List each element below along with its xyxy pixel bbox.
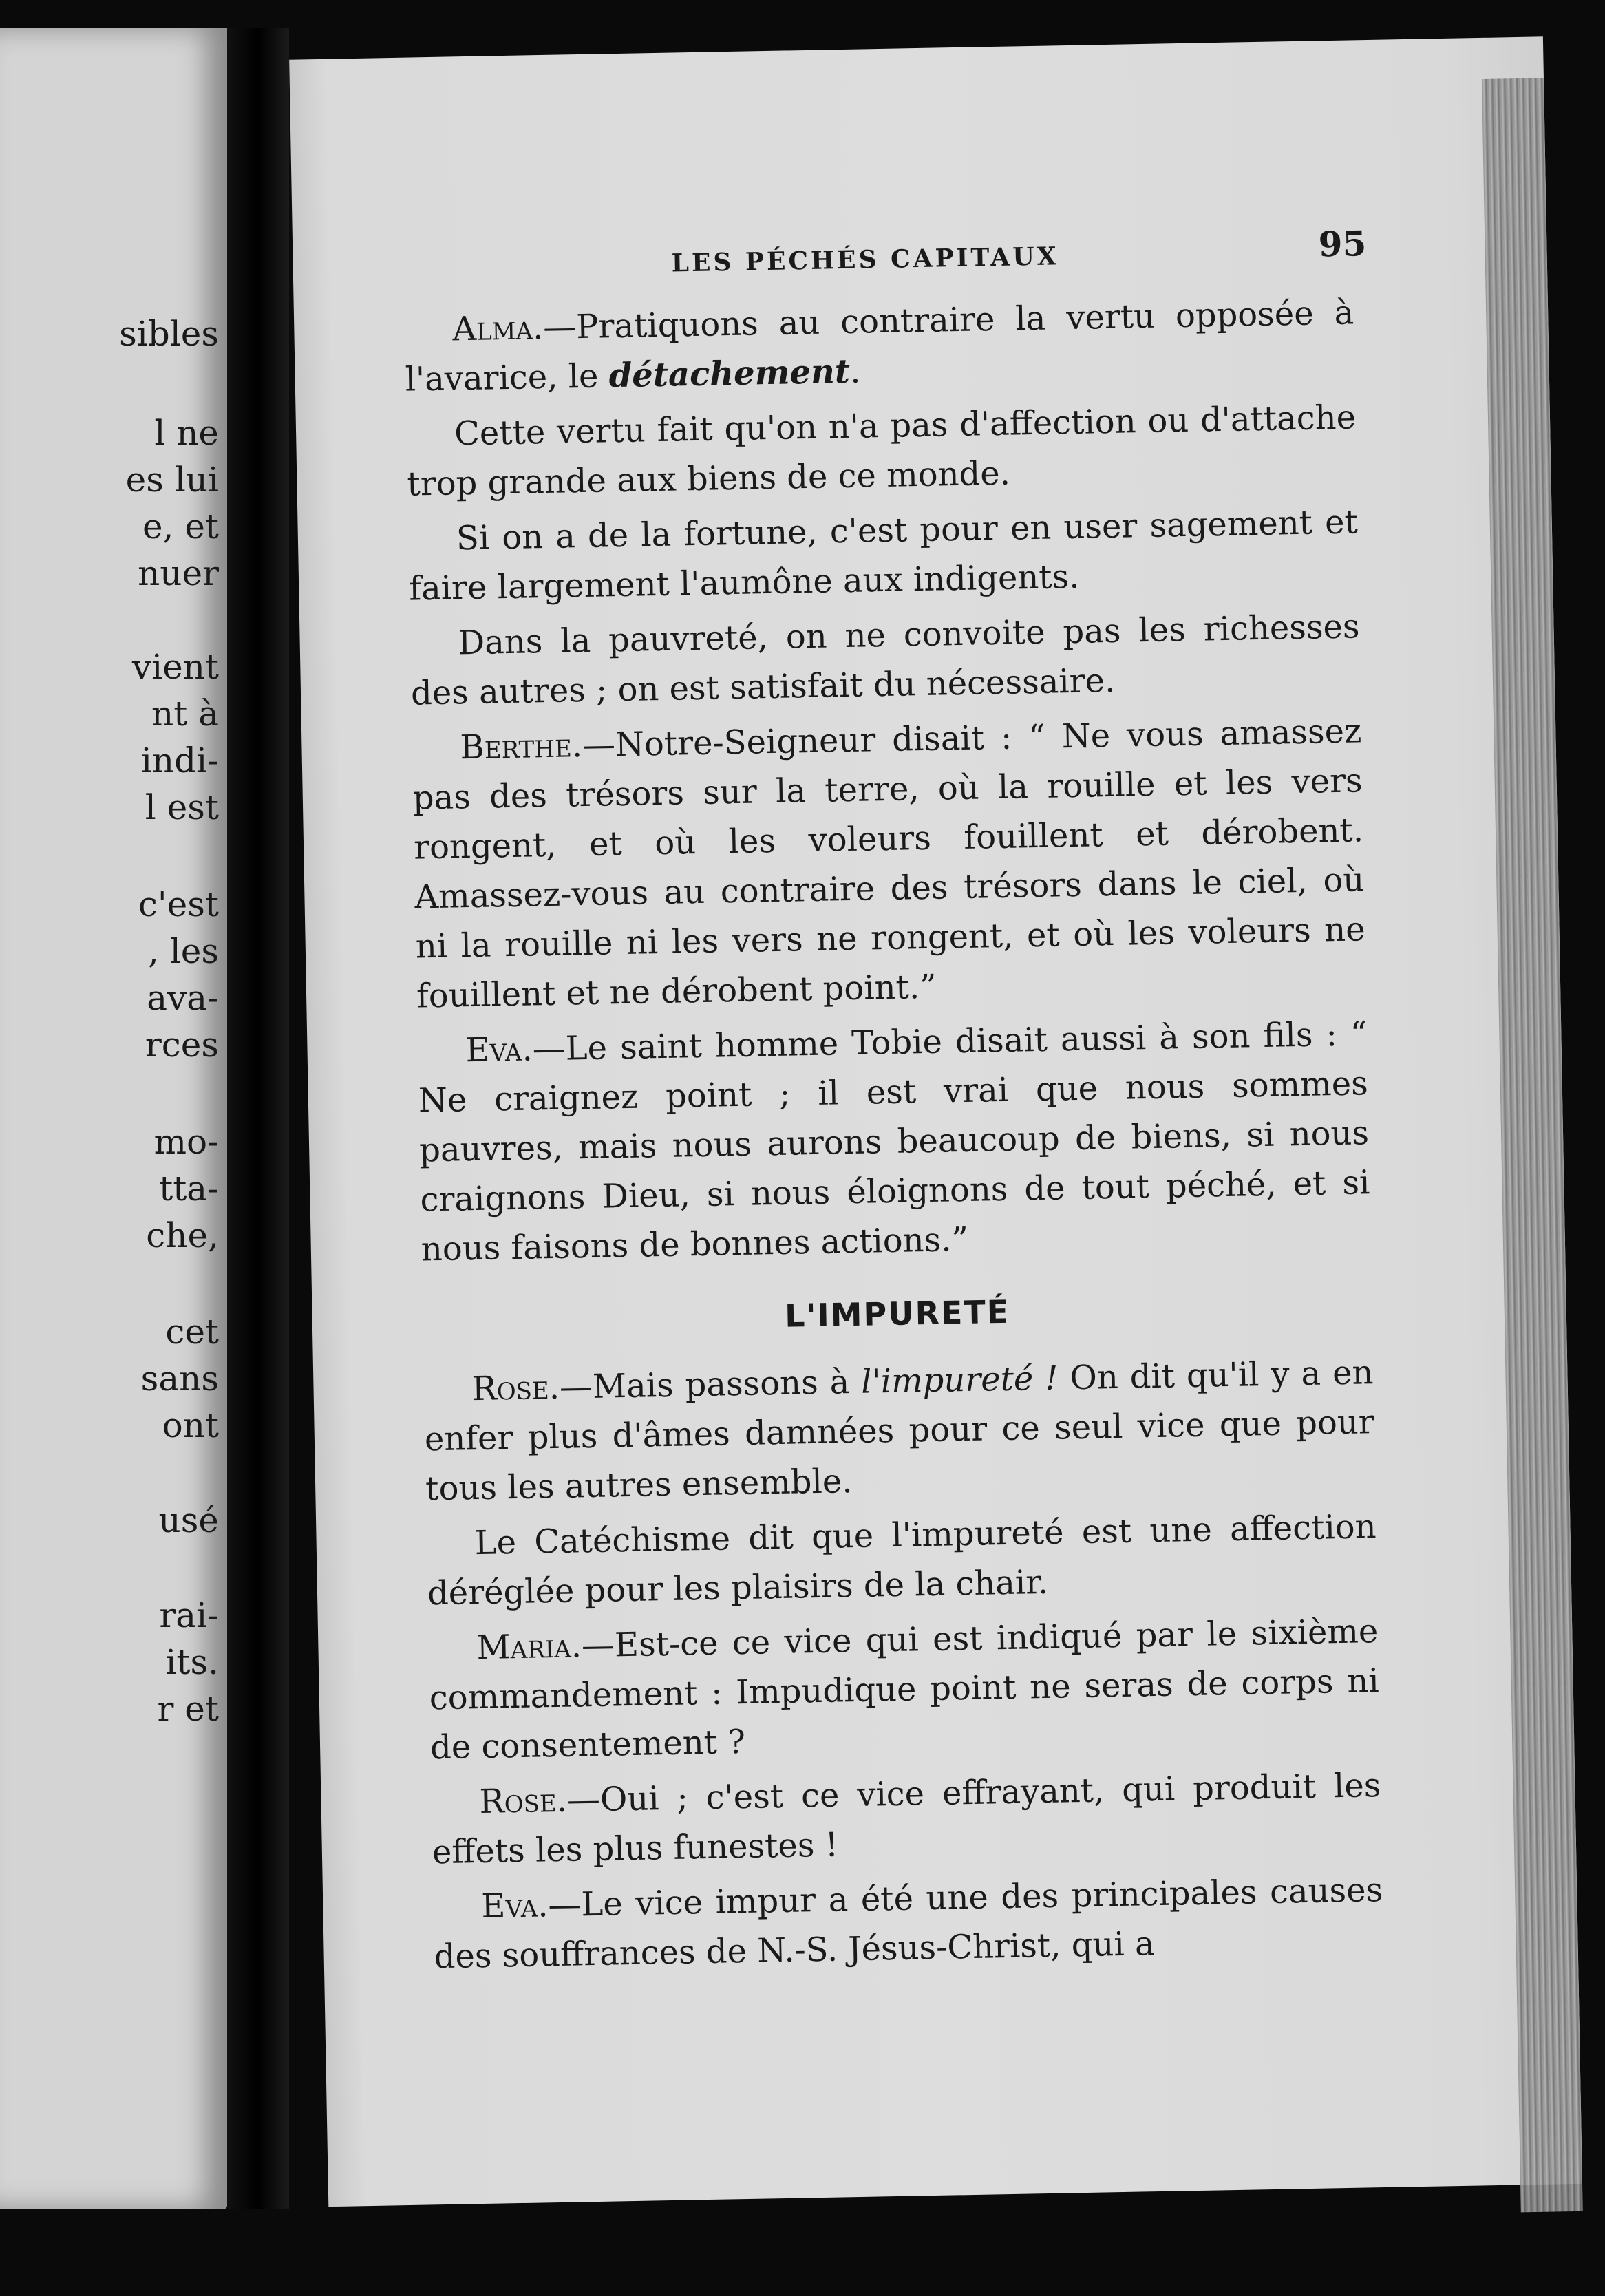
paragraph-text: —Oui ; c'est ce vice effrayant, qui produit les effets les plus funestes ! [432,1766,1381,1872]
paragraph-text: —Notre-Seigneur disait : “ Ne vous amassez pas des trésors sur la terre, où la rouille et les vers rongent, et où les voleurs fouillent et dérobent. Amassez-vous au contraire des trésors dans le ciel, où ni la rouille ni les vers ne rongent, et où les voleurs ne fouillent et ne dérobent point.” [412,712,1366,1016]
speaker-name: Eva. [480,1886,549,1926]
dialogue-paragraph [423,1348,1376,1513]
dialogue-paragraph [406,392,1357,509]
facing-page-fragment: e, et [142,507,219,546]
paragraph-text: . [849,352,861,391]
emphasized-text: l'impureté ! [860,1359,1059,1401]
paragraph-text: Le Catéchisme dit que l'impureté est une affection déréglée pour les plaisirs de la chair. [427,1507,1377,1613]
facing-page-fragment: its. [165,1642,219,1682]
paragraph-text: Dans la pauvreté, on ne convoite pas les richesses des autres ; on est satisfait du nécessaire. [410,607,1361,713]
facing-page-fragment: sans [140,1359,219,1399]
facing-page-fragment: ava- [147,978,219,1018]
facing-page-fragment: rai- [159,1595,219,1635]
emphasized-text: détachement [608,352,851,396]
facing-page-fragment: usé [158,1500,219,1540]
paragraph-text: On dit qu'il y a en enfer plus d'âmes damnées pour ce seul vice que pour tous les autres ensemble. [424,1353,1375,1509]
facing-page-fragment: l ne [154,413,219,453]
page-95 [289,36,1582,2207]
facing-page-fragment: l est [145,787,219,827]
facing-page-fragment: ont [162,1405,219,1445]
dialogue-paragraph [426,1502,1377,1618]
speaker-name: Maria. [476,1626,582,1668]
facing-page-fragment: nuer [138,553,219,593]
facing-page-text-fragments [0,28,227,2209]
paragraphs-after-heading [423,1348,1384,1981]
facing-page-fragment: es lui [125,460,219,500]
paragraph-text: Cette vertu fait qu'on n'a pas d'affection ou d'attache trop grande aux biens de ce monde. [406,398,1357,504]
facing-page-fragment: tta- [159,1169,219,1209]
facing-page-fragment: cet [165,1312,219,1352]
paragraph-text: —Mais passons à [559,1362,862,1407]
speaker-name: Rose. [479,1781,568,1822]
speaker-name: Eva. [465,1030,533,1070]
facing-page-fragment: c'est [138,884,219,924]
paragraph-text: Si on a de la fortune, c'est pour en user sagement et faire largement l'aumône aux indigents. [408,502,1359,608]
facing-page-left [0,28,227,2209]
paragraph-text: —Le vice impur a été une des principales causes des souffrances de N.-S. Jésus-Christ, qui a [434,1871,1383,1977]
facing-page-fragment: che, [146,1215,219,1255]
speaker-name: Rose. [471,1368,560,1409]
dialogue-paragraph [431,1761,1382,1877]
text-block [403,212,1385,1987]
dialogue-paragraph [412,706,1367,1021]
page-edge-stack [1482,78,1583,2212]
paragraph-text: —Pratiquons au contraire la vertu opposée à l'avarice, le [405,293,1354,399]
facing-page-fragment: vient [131,647,219,687]
facing-page-fragment: sibles [119,314,219,354]
speaker-name: Alma. [451,308,544,349]
book-gutter [227,28,289,2209]
paragraphs-before-heading [404,288,1372,1274]
paragraph-text: —Est-ce ce vice qui est indiqué par le sixième commandement : Impudique point ne seras de corps ni de consentement ? [429,1612,1380,1767]
section-heading: L'IMPURETÉ [784,1293,1010,1335]
facing-page-fragment: mo- [153,1122,219,1162]
facing-page-fragment: indi- [140,741,219,780]
dialogue-paragraph [404,288,1355,404]
facing-page-fragment: rces [145,1025,219,1065]
dialogue-paragraph [433,1865,1384,1981]
dialogue-paragraph [428,1606,1381,1772]
running-title: LES PÉCHÉS CAPITAUX [671,242,1059,278]
paragraph-text: —Le saint homme Tobie disait aussi à son fils : “ Ne craignez point ; il est vrai que nous sommes pauvres, mais nous aurons beaucoup de biens, si nous craignons Dieu, si nous éloignons de tout péché, et si nous faisons de bonnes actions.” [418,1014,1370,1269]
page-number: 95 [1318,223,1367,265]
dialogue-paragraph [410,602,1361,718]
dialogue-paragraph [417,1009,1371,1274]
facing-page-fragment: nt à [151,694,219,734]
facing-page-fragment: , les [147,931,219,971]
facing-page-fragment: r et [157,1689,219,1729]
speaker-name: Berthe. [459,726,583,767]
dialogue-paragraph [407,497,1359,613]
